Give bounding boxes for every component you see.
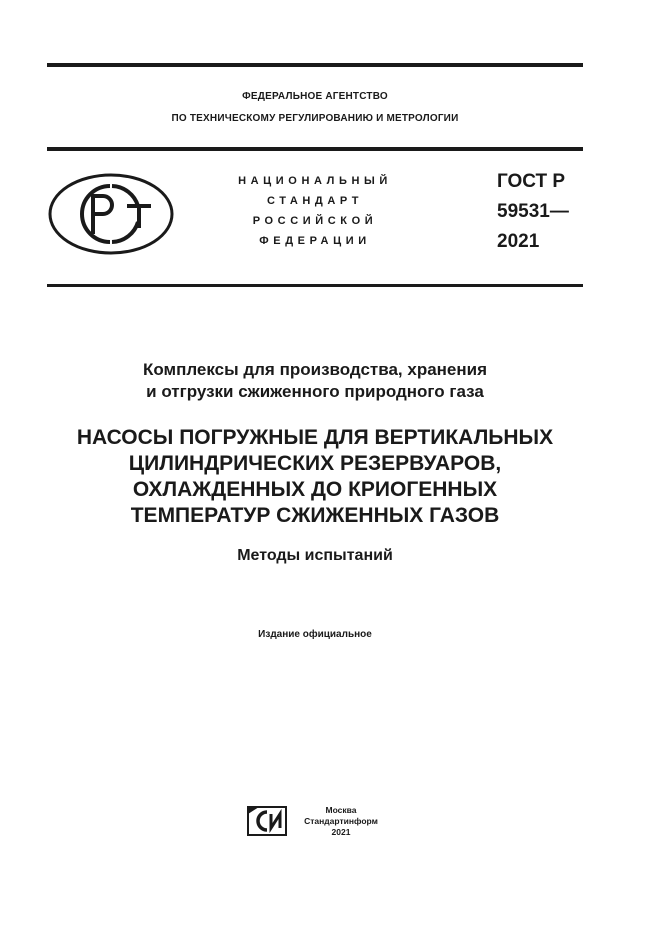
- agency-line-1: ФЕДЕРАЛЬНОЕ АГЕНТСТВО: [242, 91, 388, 102]
- publisher-line: Москва: [325, 805, 357, 815]
- subtitle-line: Комплексы для производства, хранения: [142, 360, 488, 379]
- document-subtitle: [47, 359, 583, 403]
- title-line: НАСОСЫ ПОГРУЖНЫЕ ДЛЯ ВЕРТИКАЛЬНЫХ: [76, 426, 554, 449]
- publisher-line: 2021: [331, 827, 351, 837]
- national-line: НАЦИОНАЛЬНЫЙ: [238, 175, 392, 187]
- publisher-line: Стандартинформ: [304, 816, 378, 826]
- national-line: ФЕДЕРАЦИИ: [259, 235, 371, 247]
- gost-line: ГОСТ Р: [497, 171, 566, 192]
- national-line: СТАНДАРТ: [266, 195, 364, 207]
- national-standard-block: [205, 171, 425, 251]
- header-bottom-rule: [47, 284, 583, 287]
- standartinform-logo-icon: [247, 806, 287, 836]
- title-line: ТЕМПЕРАТУР СЖИЖЕННЫХ ГАЗОВ: [130, 504, 500, 527]
- top-rule: [47, 63, 583, 67]
- gost-line: 59531—: [497, 201, 569, 222]
- national-line: РОССИЙСКОЙ: [252, 215, 378, 227]
- edition-label: Издание официальное: [258, 629, 372, 640]
- methods-heading: Методы испытаний: [237, 547, 393, 564]
- title-line: ЦИЛИНДРИЧЕСКИХ РЕЗЕРВУАРОВ,: [128, 452, 502, 475]
- rst-logo-icon: [47, 172, 175, 256]
- gost-line: 2021: [497, 231, 540, 252]
- gost-number: [497, 167, 569, 257]
- title-line: ОХЛАЖДЕННЫХ ДО КРИОГЕННЫХ: [132, 478, 498, 501]
- subtitle-line: и отгрузки сжиженного природного газа: [146, 382, 484, 401]
- publisher-block: [296, 805, 386, 838]
- header-top-rule: [47, 147, 583, 151]
- agency-line-2: ПО ТЕХНИЧЕСКОМУ РЕГУЛИРОВАНИЮ И МЕТРОЛОГИИ: [171, 113, 459, 124]
- document-title: [47, 425, 583, 529]
